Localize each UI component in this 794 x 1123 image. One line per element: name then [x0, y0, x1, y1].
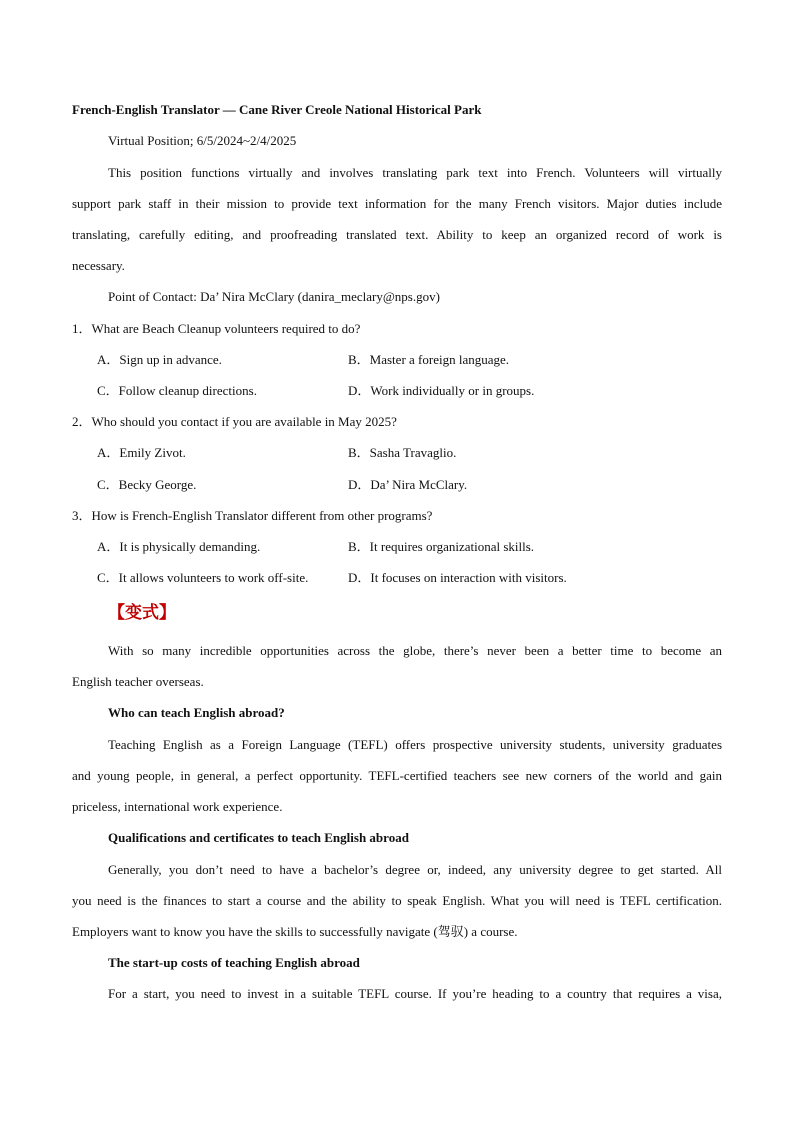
passage-line: priceless, international work experience.: [72, 799, 283, 814]
description-line: This position functions virtually and involves translating park text into French. Volunteers will virtually: [108, 165, 722, 180]
question-stem: 1．What are Beach Cleanup volunteers required to do?: [72, 321, 361, 336]
passage-line: With so many incredible opportunities across the globe, there’s never been a better time to become an: [108, 643, 722, 658]
passage-line: you need is the finances to start a course and the ability to speak English. What you will need is TEFL certification.: [72, 893, 722, 908]
description-line: necessary.: [72, 258, 125, 273]
document-title: French-English Translator — Cane River Creole National Historical Park: [72, 102, 482, 117]
question-stem: 3．How is French-English Translator different from other programs?: [72, 508, 433, 523]
option-c[interactable]: C．Follow cleanup directions.: [97, 383, 257, 398]
option-a[interactable]: A．Emily Zivot.: [97, 445, 186, 460]
description-line: translating, carefully editing, and proofreading translated text. Ability to keep an organized record of work is: [72, 227, 722, 242]
passage-line: Generally, you don’t need to have a bachelor’s degree or, indeed, any university degree to get started. All: [108, 862, 722, 877]
option-d[interactable]: D．Work individually or in groups.: [348, 383, 535, 398]
option-b[interactable]: B．Master a foreign language.: [348, 352, 510, 367]
option-a[interactable]: A．Sign up in advance.: [97, 352, 222, 367]
contact-line: Point of Contact: Da’ Nira McClary (danira_meclary@nps.gov): [108, 289, 440, 304]
position-line: Virtual Position; 6/5/2024~2/4/2025: [108, 133, 297, 148]
option-c[interactable]: C．Becky George.: [97, 477, 197, 492]
section-heading: Qualifications and certificates to teach English abroad: [108, 830, 409, 845]
option-a[interactable]: A．It is physically demanding.: [97, 539, 261, 554]
option-d[interactable]: D．Da’ Nira McClary.: [348, 477, 468, 492]
passage-line: Employers want to know you have the skills to successfully navigate (驾驭) a course.: [72, 924, 518, 939]
option-b[interactable]: B．Sasha Travaglio.: [348, 445, 457, 460]
section-heading: The start-up costs of teaching English abroad: [108, 955, 360, 970]
variant-tag: 【变式】: [108, 603, 176, 623]
option-b[interactable]: B．It requires organizational skills.: [348, 539, 535, 554]
option-d[interactable]: D．It focuses on interaction with visitors.: [348, 570, 567, 585]
option-c[interactable]: C．It allows volunteers to work off-site.: [97, 570, 309, 585]
passage-line: and young people, in general, a perfect opportunity. TEFL-certified teachers see new corners of the world and gain: [72, 768, 722, 783]
section-heading: Who can teach English abroad?: [108, 705, 285, 720]
question-stem: 2．Who should you contact if you are available in May 2025?: [72, 414, 397, 429]
passage-line: Teaching English as a Foreign Language (TEFL) offers prospective university students, university graduates: [108, 737, 722, 752]
passage-line: For a start, you need to invest in a suitable TEFL course. If you’re heading to a country that requires a visa,: [108, 986, 722, 1001]
description-line: support park staff in their mission to provide text information for the many French visitors. Major duties include: [72, 196, 722, 211]
passage-line: English teacher overseas.: [72, 674, 204, 689]
